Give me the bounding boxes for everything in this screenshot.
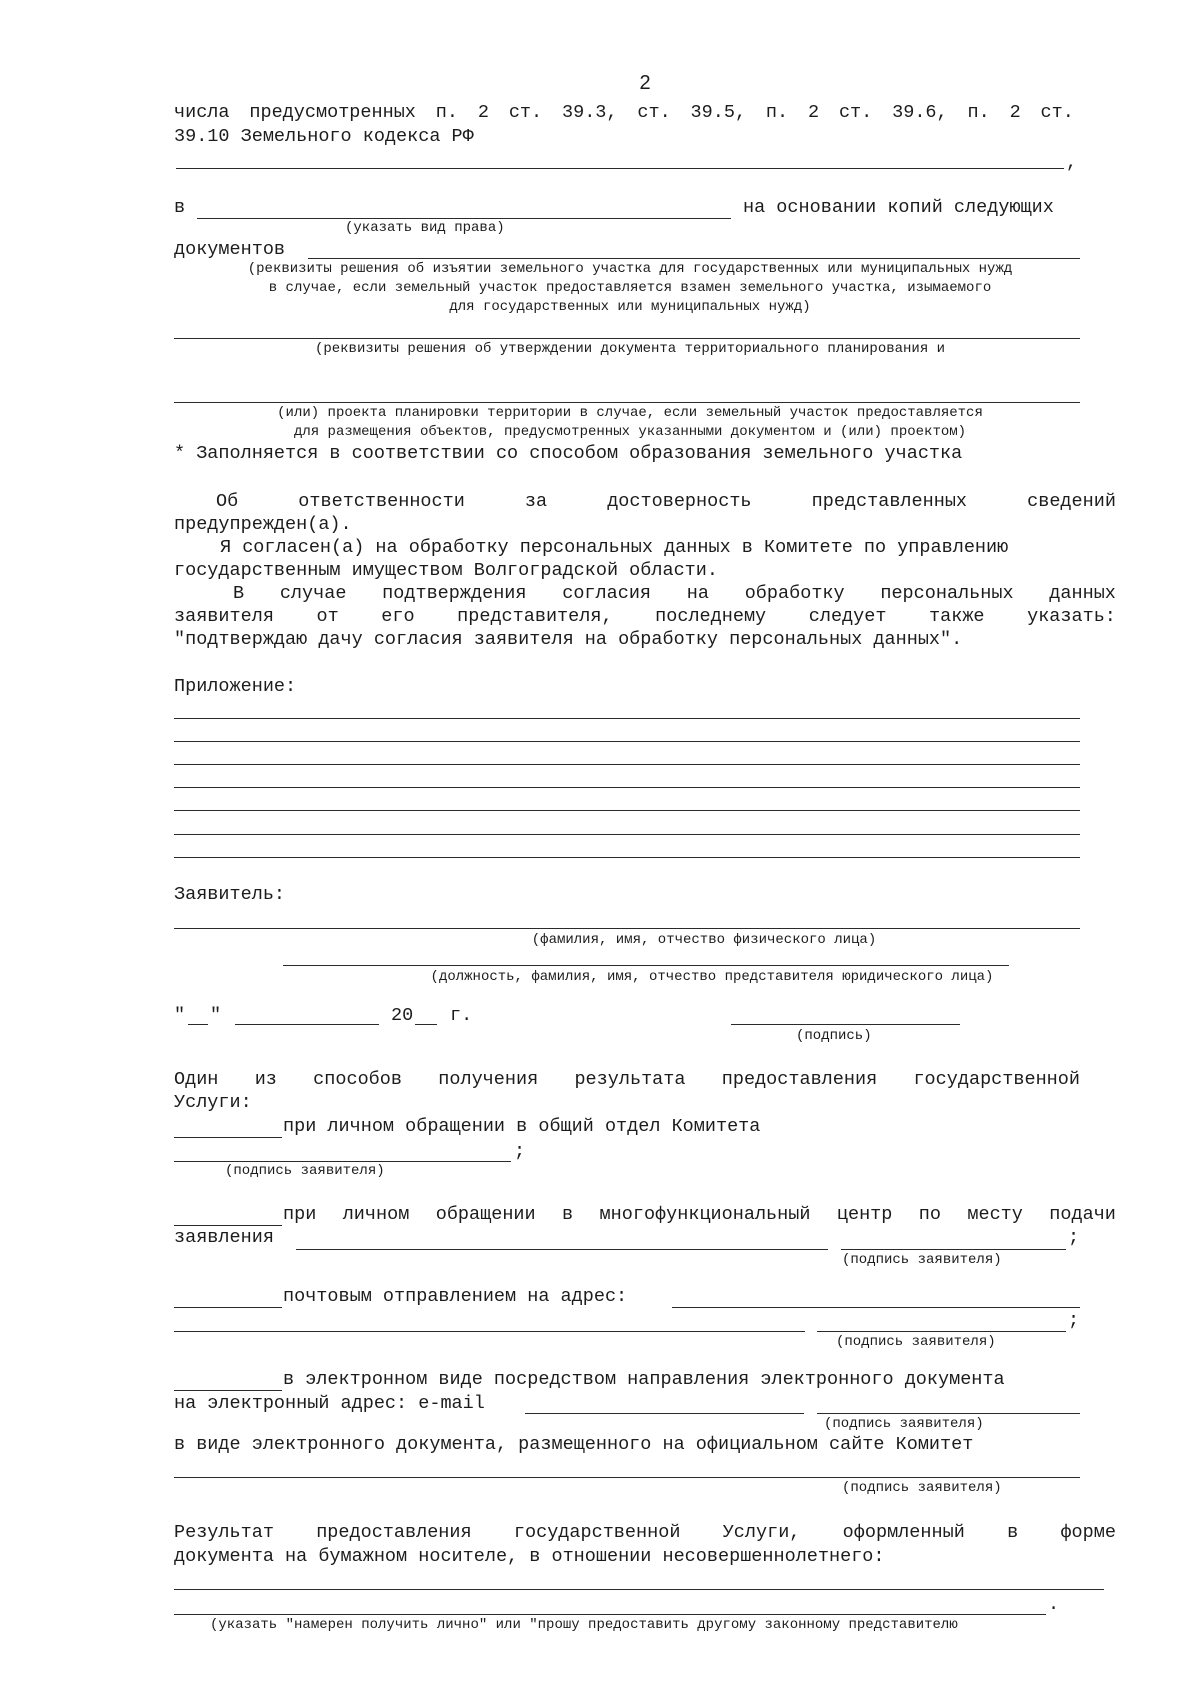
word: сведений (1027, 491, 1116, 512)
date-quote-close: " (210, 1005, 222, 1026)
word: случае (279, 583, 347, 604)
representative-line-2 (174, 606, 1116, 627)
basis-text: на основании копий следующих (743, 197, 1054, 218)
word: также (929, 606, 985, 627)
word: на (686, 583, 709, 604)
documents-field[interactable] (308, 258, 1080, 259)
word: обработку (744, 583, 845, 604)
blank-line[interactable] (176, 168, 1064, 169)
consent-line-1: Я согласен(а) на обработку персональных данных в Комитете по управлению (220, 537, 1009, 558)
signature-field[interactable] (841, 1249, 1066, 1250)
word: 39.6, (892, 102, 948, 123)
signature-field[interactable] (174, 1477, 1080, 1478)
word: ст. (508, 102, 543, 123)
word: за (524, 491, 548, 512)
page-number: 2 (639, 72, 651, 94)
word: указать: (1027, 606, 1116, 627)
method-mark-postal[interactable] (174, 1307, 282, 1308)
applicant-label: Заявитель: (174, 884, 286, 905)
word: личном (342, 1204, 410, 1225)
word: числа (174, 102, 230, 123)
word: форме (1060, 1522, 1116, 1543)
attachment-line[interactable] (174, 741, 1080, 742)
word: персональных (880, 583, 1014, 604)
word: результата (574, 1069, 686, 1090)
word: оформленный (842, 1522, 965, 1543)
signature-hint: (подпись заявителя) (842, 1252, 1002, 1268)
word: ст. (637, 102, 671, 123)
word: от (316, 606, 339, 627)
responsibility-line-2: предупрежден(а). (174, 514, 352, 535)
word: представленных (811, 491, 968, 512)
signature-field[interactable] (731, 1024, 960, 1025)
semicolon: ; (1068, 1227, 1080, 1248)
result-hint: (указать "намерен получить лично" или "прошу предоставить другому законному представителю (210, 1617, 958, 1633)
method-site: в виде электронного документа, размещенного на официальном сайте Комитет (174, 1434, 974, 1455)
applicant-name-hint: (фамилия, имя, отчество физического лица) (531, 932, 877, 948)
method-mfc-line-2: заявления (174, 1227, 274, 1248)
year-suffix: г. (450, 1005, 473, 1026)
attachment-line[interactable] (174, 857, 1080, 858)
word: Один (174, 1069, 219, 1090)
method-mark-electronic[interactable] (174, 1390, 282, 1391)
method-mfc-line-1 (283, 1204, 1116, 1225)
word: Результат (174, 1522, 274, 1543)
representative-line-3: "подтверждаю дачу согласия заявителя на обработку персональных данных". (174, 629, 963, 650)
applicant-name-field[interactable] (174, 928, 1080, 929)
methods-intro-line-2: Услуги: (174, 1092, 252, 1113)
signature-hint: (подпись заявителя) (824, 1416, 984, 1432)
word: данных (1049, 583, 1116, 604)
signature-hint: (подпись заявителя) (842, 1480, 1002, 1496)
attachment-line[interactable] (174, 764, 1080, 765)
signature-field[interactable] (817, 1413, 1080, 1414)
date-day-field[interactable] (188, 1024, 208, 1025)
legal-rep-hint: (должность, фамилия, имя, отчество представителя юридического лица) (430, 969, 994, 985)
semicolon: ; (514, 1141, 526, 1162)
plan-hint-1: (реквизиты решения об утверждении документа территориального планирования и (314, 341, 946, 357)
word: п. (765, 102, 789, 123)
word: из (254, 1069, 277, 1090)
email-field[interactable] (525, 1413, 804, 1414)
word: заявителя (174, 606, 274, 627)
postal-address-field[interactable] (174, 1331, 805, 1332)
result-line-1 (174, 1522, 1116, 1543)
word: подачи (1049, 1204, 1116, 1225)
word: 2 (1009, 102, 1021, 123)
word: получения (438, 1069, 539, 1090)
word: государственной (913, 1069, 1080, 1090)
attachment-line[interactable] (174, 810, 1080, 811)
word: 2 (477, 102, 489, 123)
decision-hint-2: в случае, если земельный участок предоставляется взамен земельного участка, изымаемого (268, 280, 992, 296)
word: ст. (838, 102, 873, 123)
date-month-field[interactable] (235, 1024, 379, 1025)
in-prefix: в (174, 197, 186, 218)
result-field[interactable] (174, 1614, 1046, 1615)
mfc-field[interactable] (296, 1249, 828, 1250)
word: представителя, (457, 606, 613, 627)
word: обращении (435, 1204, 536, 1225)
word: центр (836, 1204, 893, 1225)
intro-line-2: 39.10 Земельного кодекса РФ (174, 126, 474, 147)
word: способов (313, 1069, 402, 1090)
word: 2 (807, 102, 820, 123)
period: . (1048, 1594, 1060, 1615)
right-type-field[interactable] (197, 218, 731, 219)
word: предоставления (316, 1522, 472, 1543)
word: в (562, 1204, 574, 1225)
method-mark-mfc[interactable] (174, 1225, 282, 1226)
word: ст. (1040, 102, 1074, 123)
signature-field[interactable] (174, 1161, 511, 1162)
plan-field[interactable] (174, 402, 1080, 403)
intro-line-1 (174, 102, 1074, 123)
representative-line-1 (233, 583, 1116, 604)
consent-line-2: государственным имуществом Волгоградской области. (174, 560, 718, 581)
word: в (1007, 1522, 1019, 1543)
word: предоставления (721, 1069, 878, 1090)
attachment-label: Приложение: (174, 676, 297, 697)
method-electronic-line-2: на электронный адрес: e-mail (174, 1393, 485, 1414)
signature-hint: (подпись заявителя) (225, 1163, 385, 1179)
word: государственной (513, 1522, 681, 1543)
method-personal: при личном обращении в общий отдел Комитета (283, 1116, 761, 1137)
method-postal: почтовым отправлением на адрес: (283, 1286, 628, 1307)
plan-hint-3: для размещения объектов, предусмотренных указанными документом и (или) проектом) (293, 424, 967, 440)
word: многофункциональный (599, 1204, 811, 1225)
methods-intro-line-1 (174, 1069, 1080, 1090)
documents-label: документов (174, 239, 286, 260)
word: 39.3, (561, 102, 618, 123)
signature-hint: (подпись заявителя) (836, 1334, 996, 1350)
date-year-field[interactable] (415, 1024, 437, 1025)
word: п. (435, 102, 458, 123)
method-mark-personal[interactable] (174, 1137, 282, 1138)
word: последнему (655, 606, 767, 627)
signature-field[interactable] (817, 1331, 1066, 1332)
word: Об (216, 491, 239, 512)
attachment-line[interactable] (174, 787, 1080, 788)
decision-field[interactable] (174, 338, 1080, 339)
word: следует (808, 606, 887, 627)
comma: , (1066, 152, 1078, 173)
decision-hint-1: (реквизиты решения об изъятии земельного участка для государственных или муниципальных нужд (247, 261, 1013, 277)
word: месту (967, 1204, 1023, 1225)
date-quote-open: " (174, 1005, 186, 1026)
plan-hint-2: (или) проекта планировки территории в случае, если земельный участок предоставляется (277, 405, 983, 421)
decision-hint-3: для государственных или муниципальных нужд) (449, 299, 811, 315)
year-prefix: 20 (391, 1005, 414, 1026)
legal-rep-field[interactable] (283, 965, 1009, 966)
postal-address-field[interactable] (672, 1307, 1080, 1308)
footnote: * Заполняется в соответствии со способом образования земельного участка (174, 443, 963, 464)
word: при (283, 1204, 317, 1225)
word: В (233, 583, 245, 604)
semicolon: ; (1068, 1310, 1080, 1331)
word: по (918, 1204, 941, 1225)
word: ответственности (298, 491, 465, 512)
word: 39.5, (690, 102, 747, 123)
attachment-line[interactable] (174, 834, 1080, 835)
word: согласия (562, 583, 652, 604)
responsibility-line-1 (216, 491, 1116, 512)
word: подтверждения (382, 583, 527, 604)
word: п. (967, 102, 990, 123)
right-type-hint: (указать вид права) (345, 220, 505, 236)
result-line-2: документа на бумажном носителе, в отношении несовершеннолетнего: (174, 1546, 885, 1567)
word: Услуги, (722, 1522, 801, 1543)
signature-hint: (подпись) (796, 1028, 872, 1044)
word: достоверность (607, 491, 752, 512)
result-field[interactable] (174, 1589, 1104, 1590)
attachment-line[interactable] (174, 718, 1080, 719)
word: его (381, 606, 415, 627)
word: предусмотренных (249, 102, 416, 123)
method-electronic-line-1: в электронном виде посредством направления электронного документа (283, 1369, 1005, 1390)
